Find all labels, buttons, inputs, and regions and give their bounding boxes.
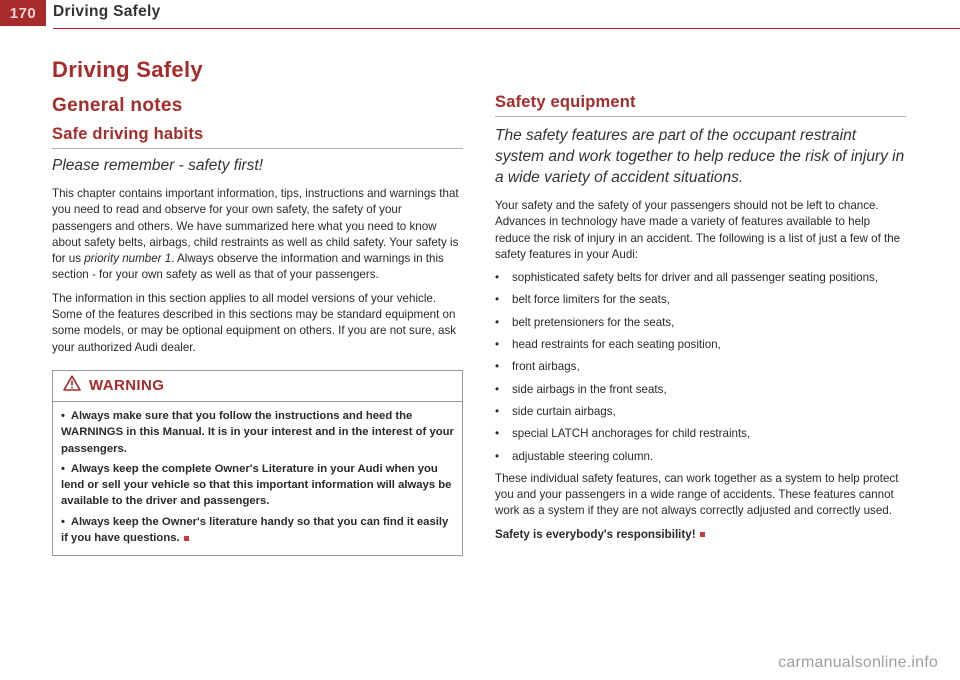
warning-item-text: Always make sure that you follow the instructions and heed the WARNINGS in this Manual. It is in your interest and in the interest of your passengers. (61, 409, 454, 455)
paragraph-text: . Always observe the information and warnings in this section - for your own safety as well as that of your passengers. (52, 252, 444, 282)
list-item (495, 404, 906, 420)
list-item (495, 337, 906, 353)
warning-body (53, 402, 462, 555)
list-item-text: sophisticated safety belts for driver and all passenger seating positions, (512, 271, 879, 285)
list-item (495, 426, 906, 442)
list-item-text: adjustable steering column. (512, 449, 654, 463)
list-item-text: side airbags in the front seats, (512, 382, 667, 396)
list-item (495, 270, 906, 286)
intro-safety-equipment: The safety features are part of the occupant restraint system and work together to help reduce the risk of injury in a wide variety of accident situations. (495, 127, 905, 186)
running-title: Driving Safely (53, 3, 161, 20)
bullet-icon: • (495, 315, 500, 329)
list-item-text: belt pretensioners for the seats, (512, 315, 675, 329)
list-item (495, 449, 906, 465)
warning-item (61, 408, 454, 457)
bullet-icon: • (495, 338, 500, 352)
list-item (495, 292, 906, 308)
bullet-icon: • (61, 515, 71, 528)
warning-item (61, 461, 454, 510)
right-column (495, 93, 906, 550)
warning-title: WARNING (89, 377, 165, 395)
section-title-general-notes: General notes (52, 95, 183, 116)
list-item (495, 359, 906, 375)
bullet-icon: • (495, 404, 500, 418)
bullet-icon: • (495, 449, 500, 463)
end-marker-icon (700, 532, 705, 537)
bullet-icon: • (495, 293, 500, 307)
warning-header (53, 371, 462, 402)
intro-safe-driving: Please remember - safety first! (52, 157, 264, 174)
list-item-text: front airbags, (512, 360, 580, 374)
bullet-icon: • (495, 427, 500, 441)
warning-item-text: Always keep the complete Owner's Literature in your Audi when you lend or sell your vehicle so that this important information will always be available to the driver and passengers. (61, 462, 452, 508)
paragraph-chapter-overview (52, 186, 463, 284)
list-item-text: special LATCH anchorages for child restraints, (512, 427, 751, 441)
closing-text: Safety is everybody's responsibility! (495, 527, 696, 541)
bullet-icon: • (495, 360, 500, 374)
list-item (495, 382, 906, 398)
bullet-icon: • (495, 271, 500, 285)
section-title-safety-equipment: Safety equipment (495, 93, 906, 117)
paragraph-safety-advances: Your safety and the safety of your passengers should not be left to chance. Advances in technology have made a variety of features available to help reduce the risk of injury in an accident. The following is a list of just a few of the safety features in your Audi: (495, 199, 901, 261)
paragraph-text: This chapter contains important information, tips, instructions and warnings that you need to read and observe for your own safety, the safety of your passengers and others. We have summarized here what you need to know about safety belts, airbags, child restraints as well as child safety. Your safety is for us (52, 187, 459, 266)
bullet-icon: • (61, 462, 71, 475)
bullet-icon: • (61, 409, 71, 422)
closing-statement (495, 527, 906, 543)
page-number: 170 (0, 0, 46, 26)
header-rule (53, 28, 960, 29)
list-item-text: head restraints for each seating position, (512, 338, 721, 352)
left-column (52, 55, 463, 556)
subsection-title-safe-driving: Safe driving habits (52, 125, 463, 149)
warning-item-text: Always keep the Owner's literature handy so that you can find it easily if you have questions. (61, 515, 449, 545)
bullet-icon: • (495, 382, 500, 396)
list-item (495, 315, 906, 331)
end-marker-icon (184, 536, 189, 541)
emphasis-priority: priority number 1 (84, 252, 172, 266)
warning-box (52, 370, 463, 556)
warning-triangle-icon (63, 375, 81, 396)
list-item-text: side curtain airbags, (512, 404, 616, 418)
chapter-title: Driving Safely (52, 57, 203, 82)
watermark: carmanualsonline.info (778, 654, 938, 671)
safety-features-list (495, 270, 906, 465)
list-item-text: belt force limiters for the seats, (512, 293, 670, 307)
paragraph-system: These individual safety features, can work together as a system to help protect you and your passengers in a wide range of accidents. These features cannot work as a system if they are not always correctly adjusted and correctly used. (495, 471, 899, 518)
page-header (0, 0, 960, 30)
warning-item (61, 514, 454, 547)
paragraph-model-versions: The information in this section applies to all model versions of your vehicle. Some of the features described in this sections may be standard equipment on some models, or may be optional equipment on others. If you are not sure, ask your authorized Audi dealer. (52, 291, 457, 354)
